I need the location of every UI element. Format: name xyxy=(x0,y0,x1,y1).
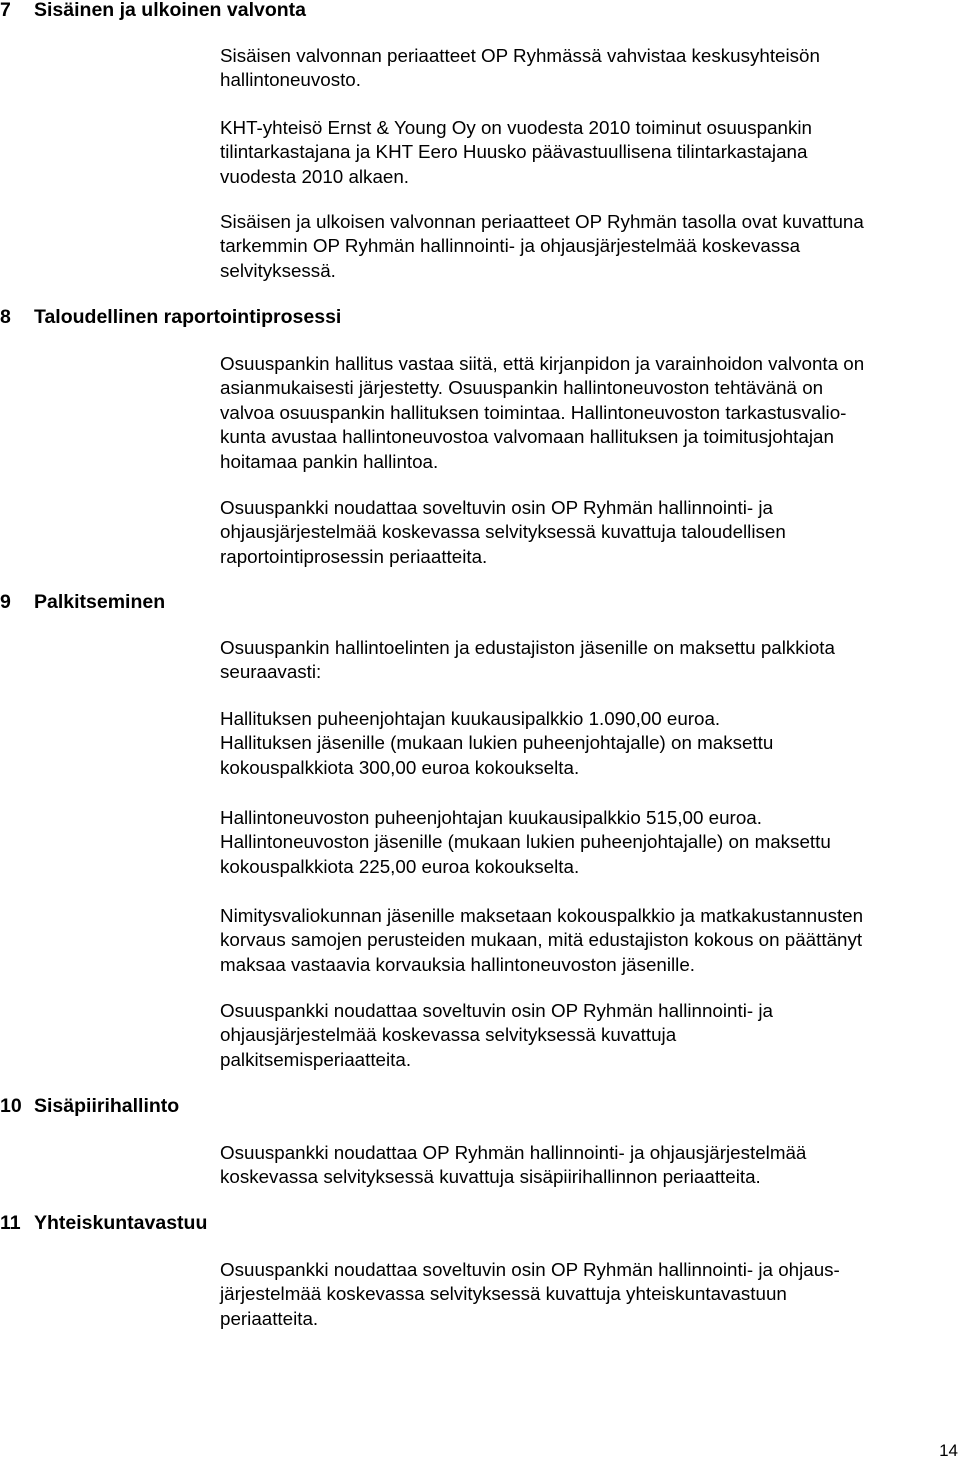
paragraph-supervisory-board-fees: Hallintoneuvoston puheenjohtajan kuukausipalkkio 515,00 euroa. Hallintoneuvoston jäsenille (mukaan lukien puheenjohtajalle) on maksettu kokouspalkkiota 225,00 euroa kokoukselta. xyxy=(220,807,831,877)
section-heading-9 xyxy=(0,590,165,614)
section-title: Taloudellinen raportointiprosessi xyxy=(34,306,342,328)
section-number: 7 xyxy=(0,0,11,21)
section-title: Sisäinen ja ulkoinen valvonta xyxy=(34,0,307,21)
section-number: 8 xyxy=(0,306,11,328)
page-number: 14 xyxy=(939,1441,958,1460)
paragraph-internal-control-principles: Sisäisen valvonnan periaatteet OP Ryhmässä vahvistaa keskusyhteisön hallintoneuvosto. xyxy=(220,45,820,91)
paragraph-auditor: KHT-yhteisö Ernst & Young Oy on vuodesta 2010 toiminut osuuspankin tilintarkastajana ja KHT Eero Huusko päävastuullisena tilintarkastajana vuodesta 2010 alkaen. xyxy=(220,117,812,187)
paragraph-insider-management: Osuuspankki noudattaa OP Ryhmän hallinnointi- ja ohjausjärjestelmää koskevassa selvityksessä kuvattuja sisäpiirihallinnon periaatteita. xyxy=(220,1142,807,1188)
paragraph-remuneration-intro: Osuuspankin hallintoelinten ja edustajiston jäsenille on maksettu palkkiota seuraavasti: xyxy=(220,637,835,683)
paragraph-remuneration-principles: Osuuspankki noudattaa soveltuvin osin OP Ryhmän hallinnointi- ja ohjausjärjestelmää koskevassa selvityksessä kuvattuja palkitsemisperiaatteita. xyxy=(220,1000,773,1070)
paragraph-social-responsibility: Osuuspankki noudattaa soveltuvin osin OP Ryhmän hallinnointi- ja ohjaus- järjestelmää koskevassa selvityksessä kuvattuja yhteiskuntavastuun periaatteita. xyxy=(220,1259,840,1329)
paragraph-control-description: Sisäisen ja ulkoisen valvonnan periaatteet OP Ryhmän tasolla ovat kuvattuna tarkemmin OP Ryhmän hallinnointi- ja ohjausjärjestelmää koskevassa selvityksessä. xyxy=(220,211,864,281)
section-number: 9 xyxy=(0,591,11,613)
paragraph-financial-reporting: Osuuspankki noudattaa soveltuvin osin OP Ryhmän hallinnointi- ja ohjausjärjestelmää koskevassa selvityksessä kuvattuja taloudellisen raportointiprosessin periaatteita. xyxy=(220,497,786,567)
section-heading-8 xyxy=(0,305,341,329)
section-heading-7 xyxy=(0,0,306,22)
paragraph-board-responsibility: Osuuspankin hallitus vastaa siitä, että kirjanpidon ja varainhoidon valvonta on asianmukaisesti järjestetty. Osuuspankin hallintoneuvoston tehtävänä on valvoa osuuspankin hallituksen toimintaa. Hallintoneuvoston tarkastusvalio- kunta avustaa hallintoneuvostoa valvomaan hallituksen ja toimitusjohtajan hoitamaa pankin hallintoa. xyxy=(220,353,865,472)
section-title: Sisäpiirihallinto xyxy=(34,1095,180,1117)
paragraph-nomination-committee: Nimitysvaliokunnan jäsenille maksetaan kokouspalkkio ja matkakustannusten korvaus samojen perusteiden mukaan, mitä edustajiston kokous on päättänyt maksaa vastaavia korvauksia hallintoneuvoston jäsenille. xyxy=(220,905,864,975)
section-number: 10 xyxy=(0,1095,22,1117)
section-heading-11 xyxy=(0,1211,207,1235)
paragraph-board-fees: Hallituksen puheenjohtajan kuukausipalkkio 1.090,00 euroa. Hallituksen jäsenille (mukaan lukien puheenjohtajalle) on maksettu kokouspalkkiota 300,00 euroa kokoukselta. xyxy=(220,708,774,778)
section-title: Palkitseminen xyxy=(34,591,166,613)
section-number: 11 xyxy=(0,1212,21,1234)
section-title: Yhteiskuntavastuu xyxy=(34,1212,208,1234)
section-heading-10 xyxy=(0,1094,179,1118)
